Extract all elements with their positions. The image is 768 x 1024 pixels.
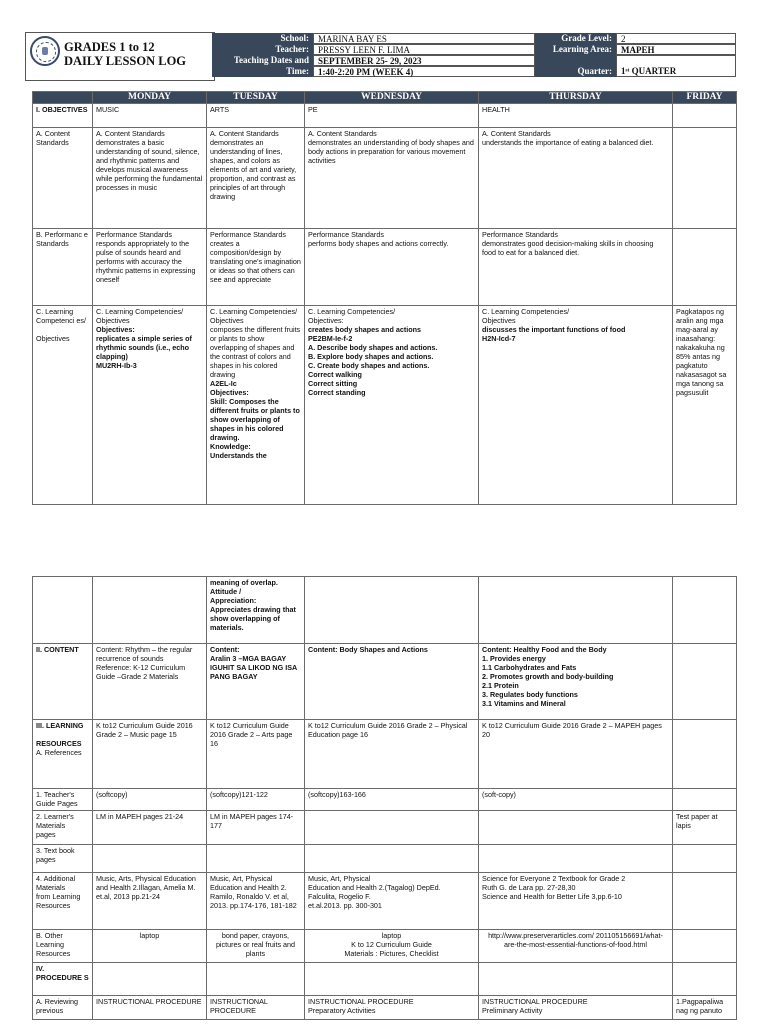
row-label: 4. Additional Materials from Learning Resources [33, 873, 93, 930]
grade-value: 2 [616, 33, 736, 44]
cell-tuesday: LM in MAPEH pages 174-177 [207, 811, 305, 845]
cell-wednesday: A. Content Standards demonstrates an understanding of body shapes and body actions in preparation for various movement activities [305, 128, 479, 229]
empty-cell [207, 845, 305, 873]
resources-heading: III. LEARNING RESOURCES [36, 721, 84, 748]
continued-row [33, 577, 737, 644]
empty-cell [305, 577, 479, 644]
additional-materials-row [33, 873, 737, 930]
cell-monday: laptop [93, 930, 207, 963]
competencies-row [33, 306, 737, 505]
quarter-label: Quarter: [577, 66, 612, 76]
row-label: B. Performanc e Standards [33, 229, 93, 306]
empty-cell [479, 845, 673, 873]
cell-wednesday: Music, Art, Physical Education and Health 2.(Tagalog) DepEd. Falculita, Rogelio F. et.al.2013. pp. 300-301 [305, 873, 479, 930]
area-value: MAPEH [616, 44, 736, 55]
cell-thursday: A. Content Standards understands the importance of eating a balanced diet. [479, 128, 673, 229]
reviewing-row [33, 996, 737, 1020]
cell-monday: Content: Rhythm – the regular recurrence of sounds Reference: K-12 Curriculum Guide –Grade 2 Materials [93, 644, 207, 720]
cell-monday: (softcopy) [93, 789, 207, 811]
cell-monday [93, 306, 207, 505]
cell-tuesday: bond paper, crayons, pictures or real fruits and plants [207, 930, 305, 963]
school-value: MARINA BAY ES [313, 33, 535, 44]
cell-wednesday: K to12 Curriculum Guide 2016 Grade 2 – Physical Education page 16 [305, 720, 479, 789]
competency-text: discusses the important functions of food H2N-Icd-7 [482, 325, 626, 343]
performance-standards-row [33, 229, 737, 306]
empty-cell [93, 845, 207, 873]
learners-materials-row [33, 811, 737, 845]
teachers-guide-row [33, 789, 737, 811]
cell-tuesday: K to12 Curriculum Guide 2016 Grade 2 – Arts page 16 [207, 720, 305, 789]
lesson-table-part2 [32, 576, 737, 1020]
empty-cell [305, 811, 479, 845]
row-label: A. Content Standards [33, 128, 93, 229]
row-label: IV. PROCEDURE S [33, 963, 93, 996]
row-label: B. Other Learning Resources [33, 930, 93, 963]
cell-wednesday: Performance Standards performs body shapes and actions correctly. [305, 229, 479, 306]
references-subheading: A. References [36, 748, 82, 757]
cell-monday: A. Content Standards demonstrates a basic understanding of sound, silence, and rhythmic patterns and develops musical awareness while performing the fundamental processes in music [93, 128, 207, 229]
day-monday: MONDAY [93, 92, 207, 104]
empty-cell [673, 789, 737, 811]
empty-cell [673, 128, 737, 229]
empty-cell [673, 104, 737, 128]
quarter-value: 1ˢᵗ QUARTER [616, 55, 736, 77]
row-label: 1. Teacher's Guide Pages [33, 789, 93, 811]
content-row [33, 644, 737, 720]
empty-cell [673, 229, 737, 306]
other-resources-row [33, 930, 737, 963]
teacher-label: Teacher: [212, 44, 313, 55]
cell-tuesday: Music, Art, Physical Education and Health 2. Ramilo, Ronaldo V. et al, 2013. pp.174-176, 181-182 [207, 873, 305, 930]
empty-cell [305, 963, 479, 996]
competency-text: creates body shapes and actions PE2BM-Ie-f-2 A. Describe body shapes and actions. B. Explore body shapes and actions. C. Create body shapes and actions. Correct walking Correct sitting Correct standing [308, 325, 438, 397]
cell-tuesday: meaning of overlap. Attitude / Appreciation: Appreciates drawing that show overlapping of materials. [207, 577, 305, 644]
competency-text: A2EL-Ic Objectives: Skill: Composes the different fruits or plants to show overlapping of shapes in his colored drawing. Knowledge: Understands the [210, 379, 300, 460]
cell-monday: Performance Standards responds appropriately to the pulse of sounds heard and performs with accuracy the rhythmic patterns in expressing oneself [93, 229, 207, 306]
cell-thursday: INSTRUCTIONAL PROCEDURE Preliminary Activity [479, 996, 673, 1020]
row-label: 2. Learner's Materials pages [33, 811, 93, 845]
cell-wednesday: Content: Body Shapes and Actions [305, 644, 479, 720]
row-label: A. Reviewing previous [33, 996, 93, 1020]
empty-cell [479, 577, 673, 644]
empty-cell [33, 577, 93, 644]
day-friday: FRIDAY [673, 92, 737, 104]
competency-heading: C. Learning Competencies/ Objectives: [308, 307, 396, 325]
cell-tuesday [207, 306, 305, 505]
competency-text: replicates a simple series of rhythmic sounds (i.e., echo clapping) MU2RH-Ib-3 [96, 334, 192, 370]
dates-label: Teaching Dates and [212, 55, 313, 66]
header-corner [33, 92, 93, 104]
cell-wednesday [305, 306, 479, 505]
cell-tuesday: INSTRUCTIONAL PROCEDURE [207, 996, 305, 1020]
cell-monday: Music, Arts, Physical Education and Health 2.Illagan, Amelia M. et.al, 2013 pp.21-24 [93, 873, 207, 930]
competency-heading: C. Learning Competencies/ Objectives composes the different fruits or plants to show overlapping of shapes and the contrast of colors and shapes in his colored drawing [210, 307, 301, 379]
cell-tuesday: A. Content Standards demonstrates an understanding of lines, shapes, and colors as elements of art and variety, proportion, and contrast as principles of art through drawing [207, 128, 305, 229]
cell-thursday [479, 306, 673, 505]
objectives-heading: Objectives: [96, 325, 135, 334]
cell-tuesday: Performance Standards creates a composition/design by translating one's imagination or ideas so that others can see and appreciate [207, 229, 305, 306]
textbook-row [33, 845, 737, 873]
cell-thursday: Content: Healthy Food and the Body 1. Provides energy 1.1 Carbohydrates and Fats 2. Promotes growth and body-building 2.1 Protein 3. Regulates body functions 3.1 Vitamins and Mineral [479, 644, 673, 720]
empty-cell [673, 873, 737, 930]
row-label: 3. Text book pages [33, 845, 93, 873]
row-label: C. Learning Competenci es/ Objectives [33, 306, 93, 505]
day-wednesday: WEDNESDAY [305, 92, 479, 104]
cell-thursday: (soft-copy) [479, 789, 673, 811]
cell-friday: 1.Pagpapaliwa nag ng panuto [673, 996, 737, 1020]
cell-monday: LM in MAPEH pages 21-24 [93, 811, 207, 845]
procedures-row [33, 963, 737, 996]
subject-health: HEALTH [479, 104, 673, 128]
school-label: School: [212, 33, 313, 44]
row-label: I. OBJECTIVES [33, 104, 93, 128]
resources-row [33, 720, 737, 789]
cell-thursday: Science for Everyone 2 Textbook for Grade 2 Ruth G. de Lara pp. 27-28,30 Science and Health for Better Life 3,pp.6-10 [479, 873, 673, 930]
row-label [33, 720, 93, 789]
empty-cell [673, 845, 737, 873]
subject-pe: PE [305, 104, 479, 128]
title-line1: GRADES 1 to 12 [64, 40, 155, 54]
cell-wednesday: INSTRUCTIONAL PROCEDURE Preparatory Activities [305, 996, 479, 1020]
cell-monday: K to12 Curriculum Guide 2016 Grade 2 – Music page 15 [93, 720, 207, 789]
cell-tuesday: Content: Aralin 3 –MGA BAGAY IGUHIT SA LIKOD NG ISA PANG BAGAY [207, 644, 305, 720]
empty-cell [673, 577, 737, 644]
time-value: 1:40-2:20 PM (WEEK 4) [313, 66, 535, 77]
row-label: II. CONTENT [33, 644, 93, 720]
cell-wednesday: (softcopy)163-166 [305, 789, 479, 811]
grade-label: Grade Level: [535, 33, 616, 44]
empty-cell [673, 720, 737, 789]
cell-tuesday: (softcopy)121-122 [207, 789, 305, 811]
cell-thursday: Performance Standards demonstrates good decision-making skills in choosing food to eat for a balanced diet. [479, 229, 673, 306]
cell-monday: INSTRUCTIONAL PROCEDURE [93, 996, 207, 1020]
empty-cell [479, 811, 673, 845]
competency-heading: C. Learning Competencies/ Objectives [482, 307, 570, 325]
empty-cell [93, 963, 207, 996]
cell-friday: Pagkatapos ng aralin ang mga mag-aaral ay inaasahang: nakakakuha ng 85% antas ng pagkatuto nakasasagot sa mga tanong sa pagsusulit [673, 306, 737, 505]
empty-cell [673, 644, 737, 720]
cell-thursday: K to12 Curriculum Guide 2016 Grade 2 – MAPEH pages 20 [479, 720, 673, 789]
cell-wednesday: laptop K to 12 Curriculum Guide Materials : Pictures, Checklist [305, 930, 479, 963]
lesson-table-part1 [32, 91, 737, 505]
empty-cell [207, 963, 305, 996]
empty-cell [93, 577, 207, 644]
dates-value: SEPTEMBER 25- 29, 2023 [313, 55, 535, 66]
subject-music: MUSIC [93, 104, 207, 128]
time-label: Time: [212, 66, 313, 77]
cell-thursday: http://www.preserverarticles.com/ 201105156691/what-are-the-most-essential-functions-of-food.html [479, 930, 673, 963]
day-header-row [33, 92, 737, 104]
quarter-label-block [535, 55, 616, 77]
teacher-value: PRESSY LEEN F. LIMA [313, 44, 535, 55]
empty-cell [673, 963, 737, 996]
empty-cell [479, 963, 673, 996]
subject-arts: ARTS [207, 104, 305, 128]
objectives-row [33, 104, 737, 128]
content-standards-row [33, 128, 737, 229]
title-line2: DAILY LESSON LOG [64, 54, 187, 68]
area-label: Learning Area: [535, 44, 616, 55]
empty-cell [305, 845, 479, 873]
empty-cell [673, 930, 737, 963]
cell-friday: Test paper at lapis [673, 811, 737, 845]
deped-seal-icon [30, 36, 60, 66]
document-title [64, 40, 186, 68]
day-tuesday: TUESDAY [207, 92, 305, 104]
day-thursday: THURSDAY [479, 92, 673, 104]
competency-heading: C. Learning Competencies/ Objectives [96, 307, 184, 325]
